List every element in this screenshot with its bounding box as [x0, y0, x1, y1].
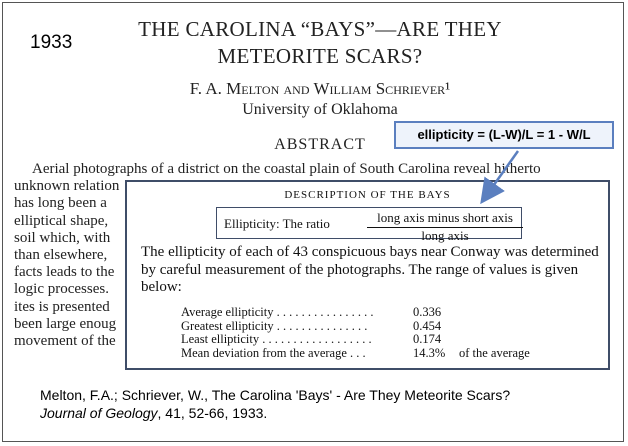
stat-label: Mean deviation from the average . . .	[181, 345, 366, 360]
title-line-1: THE CAROLINA “BAYS”—ARE THEY	[138, 17, 502, 41]
stat-value: 0.174	[413, 332, 442, 346]
citation	[40, 386, 620, 422]
stat-value: 14.3%	[413, 345, 446, 360]
abstract-line: elliptical shape,	[14, 212, 109, 229]
inset-paragraph: The ellipticity of each of 43 conspicuous bays near Conway was determined by careful measurement of the photographs. The range of values is given below:	[141, 244, 599, 295]
abstract-line: than elsewhere,	[14, 247, 108, 264]
abstract-line: facts leads to the	[14, 264, 115, 281]
stat-value: 0.336	[413, 305, 442, 319]
stat-value: 0.454	[413, 318, 442, 333]
abstract-line: soil which, with	[14, 229, 111, 246]
fraction-numerator: long axis minus short axis	[367, 210, 523, 228]
stat-label: Greatest ellipticity . . . . . . . . . . . . . . .	[181, 318, 368, 333]
ellipticity-equation-callout: ellipticity = (L-W)/L = 1 - W/L	[394, 121, 614, 149]
abstract-line: movement of the	[14, 333, 116, 350]
abstract-line: ites is presented	[14, 298, 110, 315]
year-label: 1933	[30, 32, 73, 53]
inset-heading: DESCRIPTION OF THE BAYS	[284, 189, 451, 201]
stat-label: Average ellipticity . . . . . . . . . . . . . . . .	[181, 305, 374, 319]
stat-suffix: of the average	[459, 345, 530, 360]
abstract-line: has long been a	[14, 195, 107, 212]
fraction-denominator: long axis	[421, 228, 469, 243]
abstract-line: Aerial photographs of a district on the coastal plain of South Carolina reveal hitherto	[32, 161, 541, 177]
citation-line-2	[40, 404, 620, 422]
stat-label: Least ellipticity . . . . . . . . . . . . . . . . . .	[181, 332, 372, 346]
ratio-label: Ellipticity: The ratio	[224, 216, 330, 231]
abstract-line: been large enoug	[14, 315, 117, 332]
abstract-heading: ABSTRACT	[274, 136, 366, 153]
title-line-2: METEORITE SCARS?	[217, 44, 423, 68]
citation-line-1: Melton, F.A.; Schriever, W., The Carolina 'Bays' - Are They Meteorite Scars?	[40, 387, 511, 403]
citation-details: , 41, 52-66, 1933.	[157, 405, 268, 421]
citation-journal: Journal of Geology	[40, 405, 158, 421]
paper-authors: F. A. Melton and William Schriever¹	[189, 79, 451, 98]
abstract-line: logic processes.	[14, 281, 109, 298]
abstract-line: unknown relation	[14, 178, 120, 195]
paper-affiliation: University of Oklahoma	[242, 101, 398, 118]
